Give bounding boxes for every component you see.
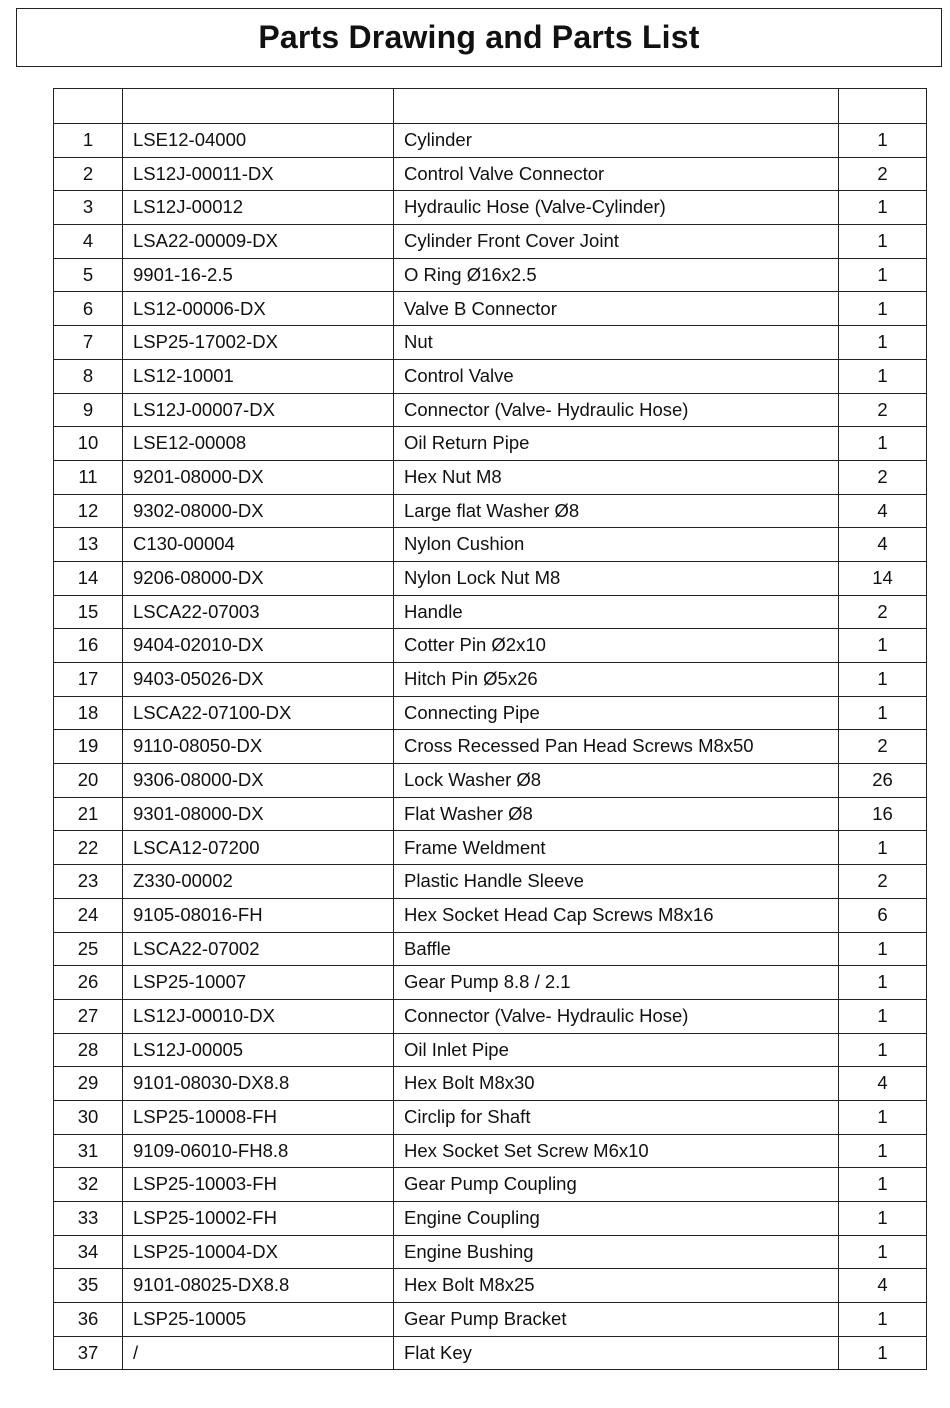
cell-part-no: LSCA22-07100-DX xyxy=(123,696,394,730)
cell-description: Control Valve Connector xyxy=(394,157,839,191)
cell-qty: 1 xyxy=(839,1235,927,1269)
cell-qty: 2 xyxy=(839,157,927,191)
cell-part-no: 9302-08000-DX xyxy=(123,494,394,528)
cell-no: 26 xyxy=(54,966,123,1000)
table-row xyxy=(54,326,927,360)
cell-description: Frame Weldment xyxy=(394,831,839,865)
cell-qty: 1 xyxy=(839,292,927,326)
table-row xyxy=(54,157,927,191)
cell-no: 17 xyxy=(54,663,123,697)
cell-no: 27 xyxy=(54,999,123,1033)
cell-qty: 1 xyxy=(839,1202,927,1236)
cell-no: 9 xyxy=(54,393,123,427)
table-row xyxy=(54,764,927,798)
header-cell-qty xyxy=(839,89,927,124)
table-row xyxy=(54,1134,927,1168)
cell-description: Gear Pump Bracket xyxy=(394,1303,839,1337)
cell-no: 24 xyxy=(54,898,123,932)
table-row xyxy=(54,831,927,865)
cell-description: Control Valve xyxy=(394,359,839,393)
cell-description: Nylon Lock Nut M8 xyxy=(394,561,839,595)
cell-qty: 1 xyxy=(839,1134,927,1168)
cell-part-no: LSCA22-07003 xyxy=(123,595,394,629)
cell-no: 33 xyxy=(54,1202,123,1236)
cell-part-no: LS12J-00005 xyxy=(123,1033,394,1067)
cell-no: 2 xyxy=(54,157,123,191)
cell-no: 32 xyxy=(54,1168,123,1202)
table-row xyxy=(54,730,927,764)
cell-qty: 2 xyxy=(839,595,927,629)
table-row xyxy=(54,1303,927,1337)
cell-qty: 1 xyxy=(839,1168,927,1202)
cell-qty: 2 xyxy=(839,730,927,764)
cell-part-no: 9201-08000-DX xyxy=(123,460,394,494)
table-row xyxy=(54,359,927,393)
cell-part-no: LSCA22-07002 xyxy=(123,932,394,966)
table-row xyxy=(54,292,927,326)
cell-qty: 1 xyxy=(839,225,927,259)
cell-description: Gear Pump Coupling xyxy=(394,1168,839,1202)
cell-description: Cotter Pin Ø2x10 xyxy=(394,629,839,663)
table-row xyxy=(54,528,927,562)
cell-description: Engine Bushing xyxy=(394,1235,839,1269)
cell-part-no: LSA22-00009-DX xyxy=(123,225,394,259)
cell-qty: 1 xyxy=(839,629,927,663)
cell-part-no: 9901-16-2.5 xyxy=(123,258,394,292)
cell-description: Nut xyxy=(394,326,839,360)
cell-no: 21 xyxy=(54,797,123,831)
cell-no: 20 xyxy=(54,764,123,798)
cell-no: 3 xyxy=(54,191,123,225)
cell-qty: 1 xyxy=(839,427,927,461)
cell-no: 10 xyxy=(54,427,123,461)
cell-description: Hex Bolt M8x25 xyxy=(394,1269,839,1303)
cell-description: Connector (Valve- Hydraulic Hose) xyxy=(394,393,839,427)
table-row xyxy=(54,1168,927,1202)
cell-no: 1 xyxy=(54,124,123,158)
cell-description: Hex Nut M8 xyxy=(394,460,839,494)
cell-part-no: 9206-08000-DX xyxy=(123,561,394,595)
cell-description: Flat Key xyxy=(394,1336,839,1370)
table-row xyxy=(54,427,927,461)
cell-part-no: 9404-02010-DX xyxy=(123,629,394,663)
cell-description: Valve B Connector xyxy=(394,292,839,326)
table-row xyxy=(54,1336,927,1370)
cell-no: 37 xyxy=(54,1336,123,1370)
cell-part-no: C130-00004 xyxy=(123,528,394,562)
table-row xyxy=(54,460,927,494)
cell-description: Cylinder xyxy=(394,124,839,158)
cell-description: Hex Bolt M8x30 xyxy=(394,1067,839,1101)
cell-part-no: LS12J-00012 xyxy=(123,191,394,225)
cell-description: Lock Washer Ø8 xyxy=(394,764,839,798)
table-row xyxy=(54,124,927,158)
cell-no: 31 xyxy=(54,1134,123,1168)
cell-description: Hydraulic Hose (Valve-Cylinder) xyxy=(394,191,839,225)
cell-part-no: LSP25-10004-DX xyxy=(123,1235,394,1269)
cell-part-no: LSCA12-07200 xyxy=(123,831,394,865)
table-row xyxy=(54,494,927,528)
cell-part-no: LSP25-10008-FH xyxy=(123,1100,394,1134)
cell-no: 13 xyxy=(54,528,123,562)
parts-table xyxy=(53,88,927,1370)
cell-description: Connecting Pipe xyxy=(394,696,839,730)
cell-description: Hex Socket Head Cap Screws M8x16 xyxy=(394,898,839,932)
cell-no: 29 xyxy=(54,1067,123,1101)
table-row xyxy=(54,393,927,427)
cell-qty: 4 xyxy=(839,1269,927,1303)
table-row xyxy=(54,865,927,899)
cell-part-no: 9101-08025-DX8.8 xyxy=(123,1269,394,1303)
cell-description: Circlip for Shaft xyxy=(394,1100,839,1134)
cell-description: Handle xyxy=(394,595,839,629)
cell-qty: 1 xyxy=(839,258,927,292)
cell-no: 7 xyxy=(54,326,123,360)
header-cell-part-no xyxy=(123,89,394,124)
cell-no: 4 xyxy=(54,225,123,259)
table-row xyxy=(54,1235,927,1269)
cell-description: Cross Recessed Pan Head Screws M8x50 xyxy=(394,730,839,764)
cell-qty: 1 xyxy=(839,1033,927,1067)
cell-description: Flat Washer Ø8 xyxy=(394,797,839,831)
table-row xyxy=(54,898,927,932)
cell-part-no: 9301-08000-DX xyxy=(123,797,394,831)
cell-part-no: LS12-00006-DX xyxy=(123,292,394,326)
table-row xyxy=(54,966,927,1000)
cell-no: 18 xyxy=(54,696,123,730)
table-row xyxy=(54,225,927,259)
cell-description: Hitch Pin Ø5x26 xyxy=(394,663,839,697)
cell-qty: 2 xyxy=(839,393,927,427)
cell-qty: 1 xyxy=(839,696,927,730)
cell-qty: 1 xyxy=(839,999,927,1033)
cell-no: 16 xyxy=(54,629,123,663)
cell-qty: 1 xyxy=(839,966,927,1000)
cell-qty: 1 xyxy=(839,1303,927,1337)
cell-part-no: LS12-10001 xyxy=(123,359,394,393)
cell-part-no: LS12J-00007-DX xyxy=(123,393,394,427)
cell-qty: 1 xyxy=(839,831,927,865)
cell-part-no: 9306-08000-DX xyxy=(123,764,394,798)
table-row xyxy=(54,1269,927,1303)
cell-description: O Ring Ø16x2.5 xyxy=(394,258,839,292)
cell-no: 14 xyxy=(54,561,123,595)
cell-description: Oil Inlet Pipe xyxy=(394,1033,839,1067)
cell-part-no: 9105-08016-FH xyxy=(123,898,394,932)
cell-qty: 16 xyxy=(839,797,927,831)
cell-no: 19 xyxy=(54,730,123,764)
cell-description: Nylon Cushion xyxy=(394,528,839,562)
cell-description: Large flat Washer Ø8 xyxy=(394,494,839,528)
cell-no: 34 xyxy=(54,1235,123,1269)
cell-no: 11 xyxy=(54,460,123,494)
cell-no: 5 xyxy=(54,258,123,292)
cell-no: 25 xyxy=(54,932,123,966)
cell-no: 28 xyxy=(54,1033,123,1067)
table-row xyxy=(54,1100,927,1134)
cell-qty: 6 xyxy=(839,898,927,932)
cell-no: 15 xyxy=(54,595,123,629)
cell-part-no: LSE12-00008 xyxy=(123,427,394,461)
cell-no: 6 xyxy=(54,292,123,326)
cell-no: 23 xyxy=(54,865,123,899)
cell-part-no: LSP25-10002-FH xyxy=(123,1202,394,1236)
cell-qty: 1 xyxy=(839,663,927,697)
cell-part-no: LSP25-10007 xyxy=(123,966,394,1000)
table-row xyxy=(54,932,927,966)
cell-part-no: LS12J-00010-DX xyxy=(123,999,394,1033)
cell-no: 12 xyxy=(54,494,123,528)
cell-description: Cylinder Front Cover Joint xyxy=(394,225,839,259)
table-header-row xyxy=(54,89,927,124)
title-box xyxy=(16,8,942,67)
cell-no: 36 xyxy=(54,1303,123,1337)
cell-description: Gear Pump 8.8 / 2.1 xyxy=(394,966,839,1000)
table-row xyxy=(54,1033,927,1067)
table-row xyxy=(54,1067,927,1101)
table-row xyxy=(54,191,927,225)
header-cell-no xyxy=(54,89,123,124)
cell-part-no: LSP25-10003-FH xyxy=(123,1168,394,1202)
cell-description: Hex Socket Set Screw M6x10 xyxy=(394,1134,839,1168)
cell-no: 30 xyxy=(54,1100,123,1134)
cell-qty: 26 xyxy=(839,764,927,798)
cell-no: 35 xyxy=(54,1269,123,1303)
cell-no: 8 xyxy=(54,359,123,393)
cell-qty: 4 xyxy=(839,528,927,562)
table-row xyxy=(54,258,927,292)
cell-description: Connector (Valve- Hydraulic Hose) xyxy=(394,999,839,1033)
cell-qty: 1 xyxy=(839,932,927,966)
cell-qty: 4 xyxy=(839,494,927,528)
cell-description: Engine Coupling xyxy=(394,1202,839,1236)
table-row xyxy=(54,663,927,697)
header-cell-description xyxy=(394,89,839,124)
cell-qty: 4 xyxy=(839,1067,927,1101)
table-row xyxy=(54,797,927,831)
cell-part-no: 9109-06010-FH8.8 xyxy=(123,1134,394,1168)
table-row xyxy=(54,629,927,663)
cell-qty: 2 xyxy=(839,865,927,899)
cell-part-no: LSE12-04000 xyxy=(123,124,394,158)
parts-table-body xyxy=(54,89,927,1370)
table-row xyxy=(54,595,927,629)
cell-qty: 14 xyxy=(839,561,927,595)
cell-part-no: 9403-05026-DX xyxy=(123,663,394,697)
cell-part-no: LSP25-10005 xyxy=(123,1303,394,1337)
cell-description: Baffle xyxy=(394,932,839,966)
cell-qty: 1 xyxy=(839,1336,927,1370)
cell-part-no: Z330-00002 xyxy=(123,865,394,899)
cell-qty: 1 xyxy=(839,191,927,225)
cell-description: Plastic Handle Sleeve xyxy=(394,865,839,899)
cell-part-no: 9101-08030-DX8.8 xyxy=(123,1067,394,1101)
cell-qty: 1 xyxy=(839,124,927,158)
cell-part-no: 9110-08050-DX xyxy=(123,730,394,764)
table-row xyxy=(54,696,927,730)
cell-qty: 1 xyxy=(839,326,927,360)
page-title: Parts Drawing and Parts List xyxy=(258,19,700,55)
cell-part-no: LSP25-17002-DX xyxy=(123,326,394,360)
cell-part-no: LS12J-00011-DX xyxy=(123,157,394,191)
cell-description: Oil Return Pipe xyxy=(394,427,839,461)
cell-part-no: / xyxy=(123,1336,394,1370)
cell-qty: 1 xyxy=(839,359,927,393)
table-row xyxy=(54,561,927,595)
table-row xyxy=(54,999,927,1033)
cell-qty: 1 xyxy=(839,1100,927,1134)
cell-no: 22 xyxy=(54,831,123,865)
table-row xyxy=(54,1202,927,1236)
cell-qty: 2 xyxy=(839,460,927,494)
